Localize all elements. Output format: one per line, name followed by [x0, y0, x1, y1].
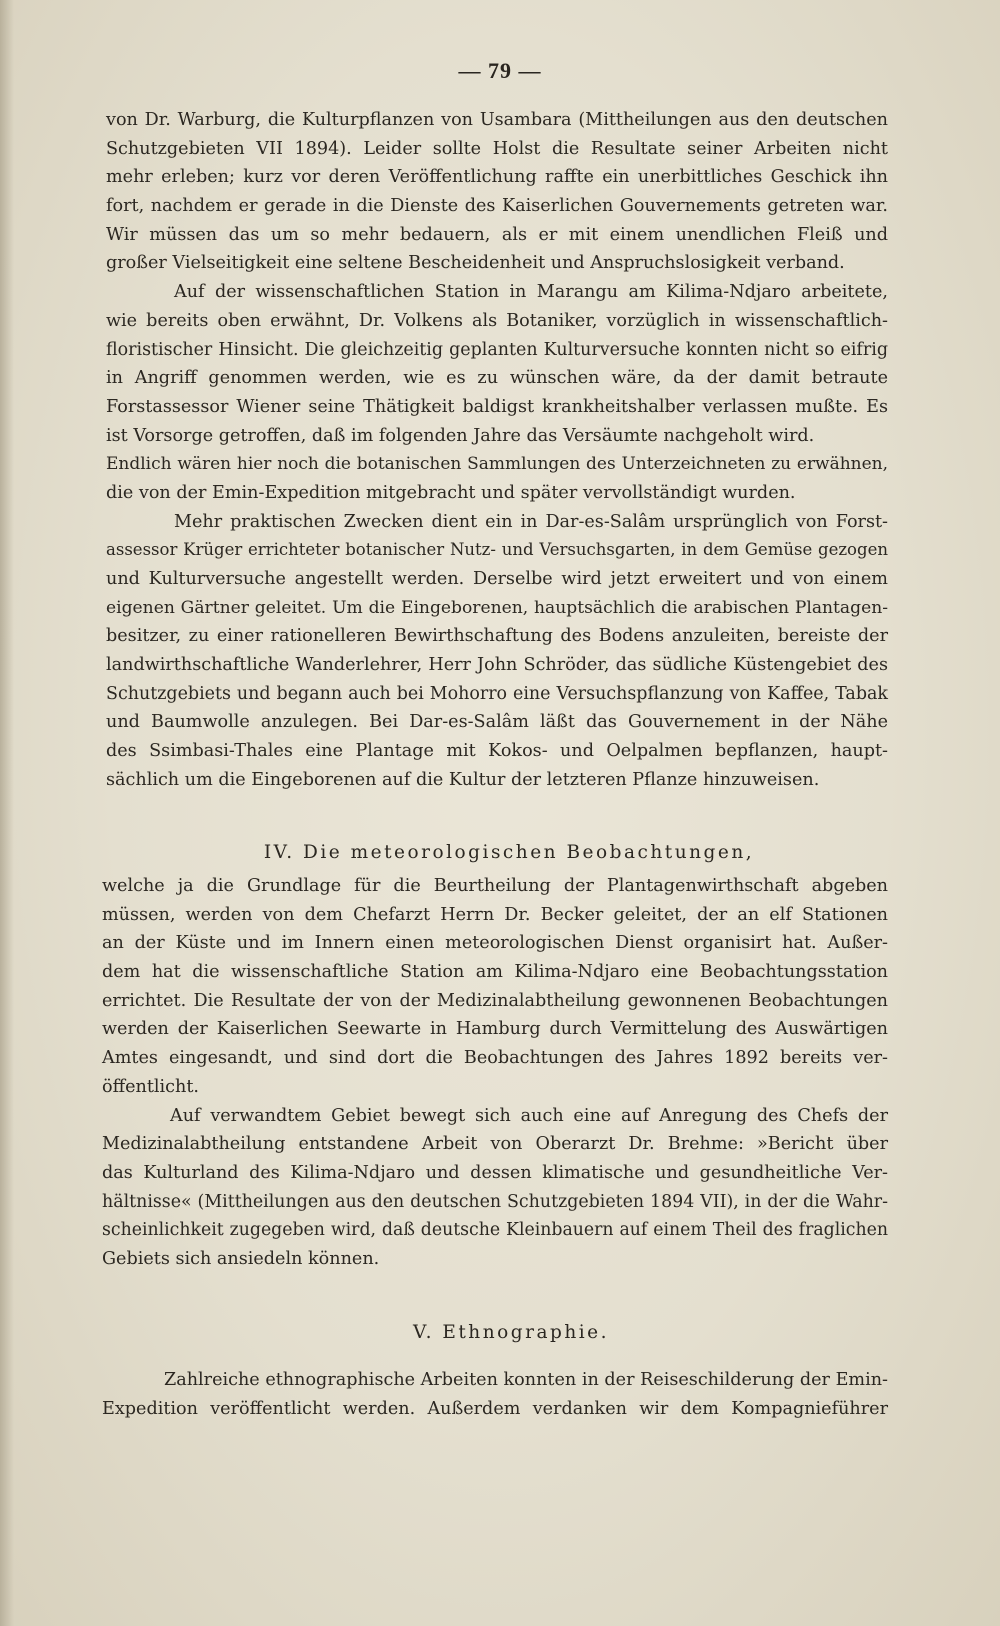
text-line: Schutzgebieten VII 1894). Leider sollte Holst die Resultate seiner Arbeiten nicht: [106, 138, 888, 159]
text-line: Mehr praktischen Zwecken dient ein in Dar-es-Salâm ursprünglich von Forst-: [174, 511, 888, 532]
text-line: Auf der wissenschaftlichen Station in Marangu am Kilima-Ndjaro arbeitete,: [174, 282, 888, 303]
text-line: und Baumwolle anzulegen. Bei Dar-es-Salâm läßt das Gouvernement in der Nähe: [106, 712, 888, 733]
text-line: an der Küste und im Innern einen meteorologischen Dienst organisirt hat. Außer-: [102, 933, 888, 954]
body-text-section-3: [102, 1366, 888, 1423]
text-line: in Angriff genommen werden, wie es zu wünschen wäre, da der damit betraute: [106, 368, 888, 389]
text-line: scheinlichkeit zugegeben wird, daß deutsche Kleinbauern auf einem Theil des fraglichen: [102, 1220, 888, 1241]
text-line: Zahlreiche ethnographische Arbeiten konnten in der Reiseschilderung der Emin-: [164, 1370, 888, 1390]
text-line: und Kulturversuche angestellt werden. Derselbe wird jetzt erweitert und von einem: [106, 569, 888, 589]
text-line: floristischer Hinsicht. Die gleichzeitig geplanten Kulturversuche konnten nicht so eifrig: [106, 339, 888, 360]
text-line: das Kulturland des Kilima-Ndjaro und dessen klimatische und gesundheitliche Ver-: [102, 1162, 888, 1183]
text-line: Amtes eingesandt, und sind dort die Beobachtungen des Jahres 1892 bereits ver-: [102, 1048, 888, 1069]
page-number: — 79 —: [458, 58, 542, 83]
page-gutter-shadow: [0, 0, 14, 1626]
text-line: werden der Kaiserlichen Seewarte in Hamburg durch Vermittelung des Auswärtigen: [102, 1019, 888, 1040]
text-line: mehr erleben; kurz vor deren Veröffentlichung raffte ein unerbittliches Geschick ihn: [106, 167, 888, 188]
text-line: Medizinalabtheilung entstandene Arbeit von Oberarzt Dr. Brehme: »Bericht über: [102, 1134, 888, 1155]
text-line: Expedition veröffentlicht werden. Außerdem verdanken wir dem Kompagnieführer: [102, 1398, 888, 1419]
text-line: großer Vielseitigkeit eine seltene Bescheidenheit und Anspruchslosigkeit verband.: [106, 253, 845, 274]
text-line: sächlich um die Eingeborenen auf die Kultur der letzteren Pflanze hinzuweisen.: [106, 769, 820, 790]
text-line: Endlich wären hier noch die botanischen Sammlungen des Unterzeichneten zu erwähnen,: [106, 454, 888, 475]
text-line: Auf verwandtem Gebiet bewegt sich auch eine auf Anregung des Chefs der: [170, 1105, 888, 1126]
text-line: wie bereits oben erwähnt, Dr. Volkens als Botaniker, vorzüglich in wissenschaftlich-: [106, 310, 888, 331]
text-line: landwirthschaftliche Wanderlehrer, Herr John Schröder, das südliche Küstengebiet des: [106, 655, 888, 676]
text-line: eigenen Gärtner geleitet. Um die Eingeborenen, hauptsächlich die arabischen Plantagen-: [106, 597, 888, 618]
text-line: Wir müssen das um so mehr bedauern, als er mit einem unendlichen Fleiß und: [106, 224, 888, 245]
body-text-section-2: [102, 872, 888, 1274]
section-heading-v: V. Ethnographie.: [412, 1322, 609, 1343]
text-line: von Dr. Warburg, die Kulturpflanzen von Usambara (Mittheilungen aus den deutschen: [106, 110, 888, 130]
text-line: Gebiets sich ansiedeln können.: [102, 1248, 380, 1269]
text-line: fort, nachdem er gerade in die Dienste des Kaiserlichen Gouvernements getreten war.: [106, 196, 888, 217]
text-line: die von der Emin-Expedition mitgebracht und später vervollständigt wurden.: [106, 482, 796, 503]
text-line: müssen, werden von dem Chefarzt Herrn Dr. Becker geleitet, der an elf Stationen: [102, 904, 888, 925]
text-line: Forstassessor Wiener seine Thätigkeit baldigst krankheitshalber verlassen mußte. Es: [106, 396, 888, 417]
text-line: dem hat die wissenschaftliche Station am Kilima-Ndjaro eine Beobachtungsstation: [102, 962, 888, 983]
text-line: errichtet. Die Resultate der von der Medizinalabtheilung gewonnenen Beobachtungen: [102, 990, 888, 1011]
text-line: öffentlicht.: [102, 1076, 200, 1097]
text-line: welche ja die Grundlage für die Beurtheilung der Plantagenwirthschaft abgeben: [102, 876, 888, 896]
body-text-section-1: [106, 106, 888, 795]
text-line: des Ssimbasi-Thales eine Plantage mit Kokos- und Oelpalmen bepflanzen, haupt-: [106, 741, 888, 762]
section-heading-iv: IV. Die meteorologischen Beobachtungen,: [263, 842, 755, 863]
text-line: Schutzgebiets und begann auch bei Mohorro eine Versuchspflanzung von Kaffee, Tabak: [106, 683, 888, 704]
text-line: hältnisse« (Mittheilungen aus den deutschen Schutzgebieten 1894 VII), in der die Wahr-: [102, 1191, 888, 1212]
text-line: assessor Krüger errichteter botanischer Nutz- und Versuchsgarten, in dem Gemüse gezogen: [106, 540, 888, 560]
text-line: besitzer, zu einer rationelleren Bewirthschaftung des Bodens anzuleiten, bereiste der: [106, 626, 888, 647]
text-line: ist Vorsorge getroffen, daß im folgenden Jahre das Versäumte nachgeholt wird.: [106, 425, 815, 446]
